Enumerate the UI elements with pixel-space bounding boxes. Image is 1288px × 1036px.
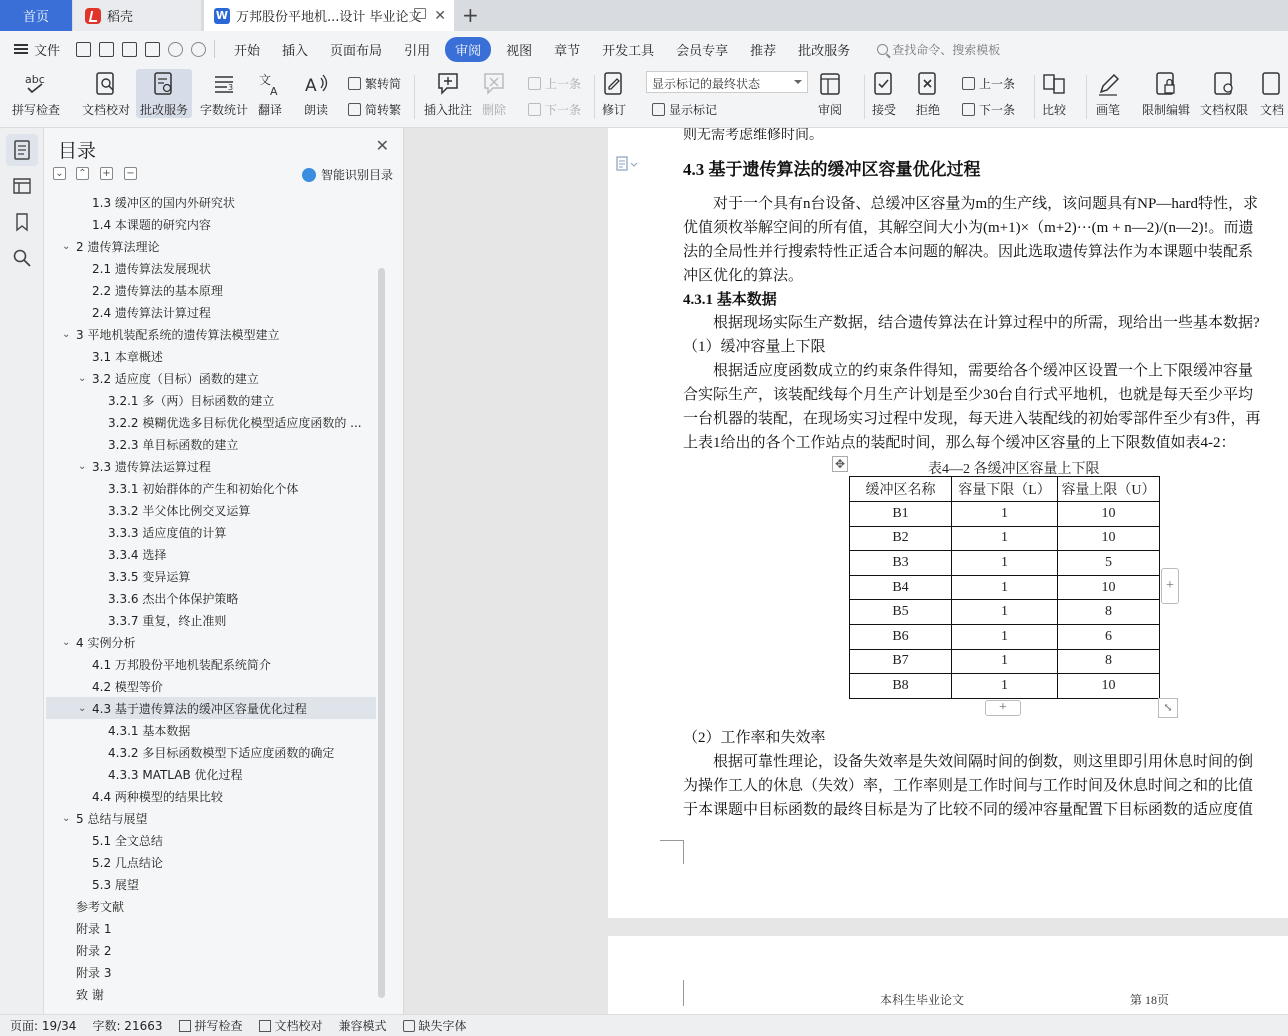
toc-item[interactable] xyxy=(46,873,376,895)
toc-item[interactable] xyxy=(46,345,376,367)
accept-button[interactable]: 接受 xyxy=(872,69,896,118)
document-page[interactable] xyxy=(608,128,1288,918)
toc-item-label: 5.3 展望 xyxy=(92,877,139,892)
missing-font-icon xyxy=(403,1020,415,1032)
toc-item-label: 4 实例分析 xyxy=(76,635,136,650)
compat-mode: 兼容模式 xyxy=(338,1019,387,1033)
doc-line: 为操作工人的休息（失效）率，工作率则是工作时间与工作时间及休息时间之和的比值 xyxy=(683,778,1254,794)
toc-item[interactable] xyxy=(46,323,376,345)
section-heading: 4.3 基于遗传算法的缓冲区容量优化过程 xyxy=(683,160,981,179)
toc-item-label: 3.3.7 重复，终止准则 xyxy=(108,613,227,628)
toc-item[interactable] xyxy=(46,741,376,763)
tab-document-label: 万邦股份平地机...设计 毕业论文 xyxy=(236,10,422,25)
toc-item-label: 附录 1 xyxy=(76,921,112,936)
tab-restore-icon[interactable] xyxy=(414,8,426,19)
word-count-icon xyxy=(212,71,236,97)
doc-line: 一台机器的装配，在现场实习过程中发现，每天进入装配线的初始零部件至少有3件，再 xyxy=(683,411,1261,427)
toc-item[interactable] xyxy=(46,499,376,521)
toc-item[interactable] xyxy=(46,279,376,301)
tab-document[interactable] xyxy=(204,0,454,31)
table-cell[interactable]: 10 xyxy=(1058,526,1160,551)
toc-item-label: 3.3.3 适应度值的计算 xyxy=(108,525,227,540)
toc-item[interactable] xyxy=(46,719,376,741)
toc-expand-chevron-icon[interactable]: ⌄ xyxy=(78,460,87,472)
table-cell[interactable]: 8 xyxy=(1058,600,1160,625)
daoke-logo-icon xyxy=(85,8,101,24)
table-header-cell: 缓冲区名称 xyxy=(850,477,952,502)
toc-item-label: 附录 2 xyxy=(76,943,112,958)
table-header-row xyxy=(850,477,1160,502)
toc-item-label: 2.4 遗传算法计算过程 xyxy=(92,305,211,320)
table-row xyxy=(850,575,1160,600)
doc-line: 对于一个具有n台设备、总缓冲区容量为m的生产线，该问题具有NP—hard特性，求 xyxy=(683,196,1258,212)
toc-item[interactable] xyxy=(46,433,376,455)
toc-item[interactable] xyxy=(46,191,376,213)
add-column-icon[interactable]: + xyxy=(1161,568,1179,604)
toc-item-label: 5.1 全文总结 xyxy=(92,833,163,848)
toc-item-label: 4.2 模型等价 xyxy=(92,679,163,694)
toc-expand-chevron-icon[interactable]: ⌄ xyxy=(62,636,71,648)
spell-check-button[interactable]: abc 拼写检查 xyxy=(12,73,61,117)
toc-scrollbar[interactable] xyxy=(378,268,385,998)
delete-comment-button[interactable]: 删除 xyxy=(482,69,506,118)
next-comment-icon xyxy=(528,103,541,116)
table-row xyxy=(850,600,1160,625)
menu-recommend[interactable]: 推荐 xyxy=(750,43,777,59)
page-indicator[interactable]: 页面: 19/34 xyxy=(10,1019,77,1033)
ribbon-divider xyxy=(414,75,415,119)
insert-comment-icon xyxy=(436,71,460,97)
svg-text:A: A xyxy=(305,76,317,96)
delete-comment-icon xyxy=(482,71,506,97)
doc-line: 合实际生产，该装配线每个月生产计划是至少30台自行式平地机，也就是每天至少平均 xyxy=(683,387,1254,403)
toc-item-label: 3.2.2 模糊优选多目标优化模型适应度函数的 ... xyxy=(108,415,362,430)
svg-text:文: 文 xyxy=(259,73,272,87)
toc-item-label: 4.1 万邦股份平地机装配系统简介 xyxy=(92,657,271,672)
toc-item-label: 1.4 本课题的研究内容 xyxy=(92,217,211,232)
prev-comment-icon xyxy=(528,77,541,90)
toc-item[interactable] xyxy=(46,609,376,631)
table-resize-icon[interactable]: ⤡ xyxy=(1158,698,1178,718)
add-heading-icon[interactable]: + xyxy=(100,167,113,180)
buffer-capacity-table xyxy=(849,476,1160,699)
doc-line: 则无需考虑维修时间。 xyxy=(683,128,823,143)
tab-daoke[interactable] xyxy=(73,0,201,31)
page-footer-title: 本科生毕业论文 xyxy=(880,993,965,1007)
ribbon-divider xyxy=(864,75,865,119)
toc-item-label: 附录 3 xyxy=(76,965,112,980)
table-cell[interactable]: 1 xyxy=(952,649,1058,674)
toc-item-label: 3.3.1 初始群体的产生和初始化个体 xyxy=(108,481,299,496)
table-cell[interactable]: 8 xyxy=(1058,649,1160,674)
toc-item-label: 3.3 遗传算法运算过程 xyxy=(92,459,211,474)
toc-item[interactable] xyxy=(46,543,376,565)
toc-item-label: 2.1 遗传算法发展现状 xyxy=(92,261,211,276)
print-preview-icon[interactable] xyxy=(145,42,160,57)
toc-item[interactable] xyxy=(46,961,376,983)
quick-access-toolbar xyxy=(76,42,206,57)
next-comment-button[interactable]: 下一条 xyxy=(528,101,581,118)
prev-comment-button[interactable]: 上一条 xyxy=(528,75,581,92)
toc-item-label: 4.3.1 基本数据 xyxy=(108,723,191,738)
toc-item-label: 3.1 本章概述 xyxy=(92,349,163,364)
toc-item[interactable] xyxy=(46,411,376,433)
menu-insert[interactable]: 插入 xyxy=(282,43,309,59)
table-row xyxy=(850,502,1160,527)
table-cell[interactable]: B8 xyxy=(850,674,952,699)
doc-line: 根据现场实际生产数据，结合遗传算法在计算过程中的所需，现给出一些基本数据? xyxy=(683,315,1260,331)
subsection-heading: 4.3.1 基本数据 xyxy=(683,292,777,308)
toc-item-label: 3.3.2 半父体比例交叉运算 xyxy=(108,503,251,518)
ribbon-divider xyxy=(594,75,595,119)
toc-item[interactable] xyxy=(46,455,376,477)
tab-close-icon[interactable]: ✕ xyxy=(434,8,446,24)
translate-button[interactable]: 文 A 翻译 xyxy=(258,73,283,117)
review-ribbon xyxy=(0,67,1288,128)
writer-logo-icon: W xyxy=(215,9,229,22)
save-icon[interactable] xyxy=(76,42,91,57)
toc-item-label: 5.2 几点结论 xyxy=(92,855,163,870)
toc-item-label: 4.3.3 MATLAB 优化过程 xyxy=(108,767,243,782)
doc-more-icon xyxy=(1260,71,1284,97)
table-cell[interactable]: B1 xyxy=(850,502,952,527)
table-cell[interactable]: B5 xyxy=(850,600,952,625)
table-cell[interactable]: 10 xyxy=(1058,575,1160,600)
tab-home[interactable] xyxy=(0,0,72,31)
search-icon xyxy=(877,44,888,55)
doc-line: （2）工作率和失效率 xyxy=(683,730,826,746)
page-margin-corner xyxy=(660,840,684,864)
toc-expand-chevron-icon[interactable]: ⌄ xyxy=(78,702,87,714)
restrict-edit-button[interactable]: 限制编辑 xyxy=(1142,69,1190,118)
menu-start[interactable]: 开始 xyxy=(234,43,261,59)
tab-home-label: 首页 xyxy=(22,10,49,25)
redo-icon[interactable] xyxy=(191,42,206,57)
toc-item-label: 参考文献 xyxy=(76,899,125,914)
toc-item[interactable] xyxy=(46,895,376,917)
ribbon-divider xyxy=(1086,75,1087,119)
toc-item[interactable] xyxy=(46,389,376,411)
command-search-placeholder: 查找命令、搜索模板 xyxy=(892,42,1001,57)
toc-item-label: 3.3.6 杰出个体保护策略 xyxy=(108,591,239,606)
toc-item-label: 1.3 缓冲区的国内外研究状 xyxy=(92,195,235,210)
svg-text:abc: abc xyxy=(25,73,45,86)
doc-line: 于本课题中目标函数的最终目标是为了比较不同的缓冲容量配置下目标函数的适应度值 xyxy=(683,802,1254,818)
hamburger-icon xyxy=(14,44,28,54)
toc-item-label: 3.3.4 选择 xyxy=(108,547,167,562)
toc-item-label: 4.4 两种模型的结果比较 xyxy=(92,789,223,804)
revise-icon xyxy=(602,71,626,97)
review-pane-icon xyxy=(818,71,842,97)
doc-permission-button[interactable]: 文档权限 xyxy=(1200,69,1248,118)
toc-item[interactable] xyxy=(46,367,376,389)
tab-bar xyxy=(0,0,1288,31)
doc-check-icon xyxy=(94,71,118,97)
doc-proof-status[interactable]: 文档校对 xyxy=(259,1017,323,1034)
toc-item-label: 4.3 基于遗传算法的缓冲区容量优化过程 xyxy=(92,701,307,716)
expand-all-icon[interactable]: ⌃ xyxy=(76,167,89,180)
page-number: 第 18页 xyxy=(1130,993,1170,1007)
table-cell[interactable]: 10 xyxy=(1058,674,1160,699)
undo-icon[interactable] xyxy=(168,42,183,57)
table-header-cell: 容量上限（U） xyxy=(1058,477,1160,502)
menu-bar xyxy=(0,31,1288,67)
toc-item[interactable] xyxy=(46,785,376,807)
toc-item-label: 3.2.1 多（两）目标函数的建立 xyxy=(108,393,275,408)
chapter-nav-icon[interactable] xyxy=(12,176,32,196)
close-icon[interactable]: ✕ xyxy=(375,136,389,155)
menu-member[interactable]: 会员专享 xyxy=(676,43,729,59)
table-cell[interactable]: B6 xyxy=(850,624,952,649)
toc-item[interactable] xyxy=(46,807,376,829)
toc-item[interactable] xyxy=(46,477,376,499)
toc-item-label: 致 谢 xyxy=(76,987,104,1002)
menu-section[interactable]: 章节 xyxy=(554,43,581,59)
menu-references[interactable]: 引用 xyxy=(404,43,431,59)
read-aloud-icon xyxy=(304,71,328,97)
table-caption: 表4—2 各缓冲区容量上下限 xyxy=(928,462,1100,477)
prev-revision-icon xyxy=(962,77,975,90)
collapse-all-icon[interactable]: ⌄ xyxy=(53,167,66,180)
ribbon-divider xyxy=(1034,75,1035,119)
missing-font-button[interactable]: 缺失字体 xyxy=(403,1017,467,1034)
toc-item[interactable] xyxy=(46,213,376,235)
toc-item[interactable] xyxy=(46,631,376,653)
menu-view[interactable]: 视图 xyxy=(506,43,533,59)
page-margin-corner xyxy=(683,980,684,1006)
toc-item[interactable] xyxy=(46,565,376,587)
tab-daoke-label: 稻壳 xyxy=(107,10,134,25)
prev-revision-button[interactable]: 上一条 xyxy=(962,75,1015,92)
toc-panel xyxy=(44,128,404,1014)
table-cell[interactable]: 1 xyxy=(952,624,1058,649)
doc-line: 根据适应度函数成立的约束条件得知，需要给各个缓冲区设置一个上下限缓冲容量 xyxy=(683,363,1254,379)
export-pdf-icon[interactable] xyxy=(99,42,114,57)
doc-proof-icon xyxy=(259,1020,271,1032)
compare-icon xyxy=(1042,71,1066,97)
table-cell[interactable]: 1 xyxy=(952,600,1058,625)
document-area[interactable] xyxy=(404,128,1288,1014)
show-markup-button[interactable]: 显示标记 xyxy=(652,101,717,118)
doc-line: 优值须枚举解空间的所有值，其解空间大小为(m+1)×（m+2)···(m + n—2)/(n—2)!。而遗 xyxy=(683,220,1254,236)
toc-item-label: 3.3.5 变异运算 xyxy=(108,569,191,584)
reject-button[interactable]: 拒绝 xyxy=(916,69,940,118)
doc-line: 冲区优化的算法。 xyxy=(683,268,804,284)
read-aloud-button[interactable]: A 朗读 xyxy=(304,69,328,118)
table-cell[interactable]: B3 xyxy=(850,551,952,576)
doc-permission-icon xyxy=(1212,71,1236,97)
word-count-button[interactable]: 3 字数统计 xyxy=(200,69,248,118)
toc-title: 目录 xyxy=(58,140,97,162)
pen-button[interactable]: 画笔 xyxy=(1096,69,1120,118)
toc-item-label: 3 平地机装配系统的遗传算法模型建立 xyxy=(76,327,280,342)
new-tab-icon[interactable]: + xyxy=(462,3,479,27)
next-revision-icon xyxy=(962,103,975,116)
correction-service-icon xyxy=(152,71,176,97)
toc-expand-chevron-icon[interactable]: ⌄ xyxy=(78,372,87,384)
menu-divider xyxy=(214,40,215,58)
svg-text:3: 3 xyxy=(228,83,234,92)
doc-check-button[interactable]: 文档校对 xyxy=(82,69,130,118)
spell-check-toggle[interactable]: 拼写检查 xyxy=(179,1017,243,1034)
smart-toc-button[interactable]: 智能识别目录 xyxy=(302,166,393,183)
trad-to-simp-button[interactable]: 繁转简 xyxy=(348,75,401,92)
word-count[interactable]: 字数: 21663 xyxy=(92,1019,163,1033)
status-bar xyxy=(0,1014,1288,1036)
paragraph-handle-icon[interactable] xyxy=(616,156,638,172)
table-row xyxy=(850,526,1160,551)
spell-check-icon xyxy=(24,71,48,97)
svg-text:A: A xyxy=(270,85,278,97)
file-menu-button[interactable] xyxy=(14,40,60,59)
document-page[interactable] xyxy=(608,936,1288,1014)
menu-developer[interactable]: 开发工具 xyxy=(602,43,655,59)
review-pane-button[interactable]: 审阅 xyxy=(818,69,842,118)
add-row-icon[interactable]: + xyxy=(985,700,1021,716)
remove-heading-icon[interactable]: − xyxy=(124,167,137,180)
doc-line: （1）缓冲容量上下限 xyxy=(683,339,826,355)
doc-line: 上表1给出的各个工作站点的装配时间，那么每个缓冲区容量的上下限数值如表4-2： xyxy=(683,435,1236,451)
table-cell[interactable]: 1 xyxy=(952,674,1058,699)
table-cell[interactable]: 1 xyxy=(952,502,1058,527)
toc-item[interactable] xyxy=(46,851,376,873)
revise-button[interactable]: 修订 xyxy=(602,69,626,118)
menu-correction-service[interactable]: 批改服务 xyxy=(798,43,851,59)
command-search[interactable] xyxy=(877,41,1000,58)
restrict-edit-icon xyxy=(1154,71,1178,97)
correction-service-button[interactable]: 批改服务 xyxy=(136,69,192,118)
menu-page-layout[interactable]: 页面布局 xyxy=(330,43,383,59)
toc-item[interactable] xyxy=(46,653,376,675)
toc-list xyxy=(44,191,379,1011)
toc-item-label: 3.2.3 单目标函数的建立 xyxy=(108,437,239,452)
toc-item[interactable] xyxy=(46,917,376,939)
file-menu-label: 文件 xyxy=(34,43,61,59)
doc-more-button[interactable]: 文档 xyxy=(1260,69,1284,118)
show-markup-icon xyxy=(652,103,665,116)
table-cell[interactable]: 10 xyxy=(1058,502,1160,527)
toc-item[interactable] xyxy=(46,697,376,719)
simp-to-trad-button[interactable]: 简转繁 xyxy=(348,101,401,118)
print-icon[interactable] xyxy=(122,42,137,57)
markup-state-select[interactable]: 显示标记的最终状态 xyxy=(646,71,808,93)
navigation-rail xyxy=(0,128,44,1014)
table-row xyxy=(850,624,1160,649)
toc-expand-chevron-icon[interactable]: ⌄ xyxy=(62,240,71,252)
toc-item[interactable] xyxy=(46,939,376,961)
table-cell[interactable]: 1 xyxy=(952,526,1058,551)
table-cell[interactable]: 6 xyxy=(1058,624,1160,649)
spell-check-status-icon xyxy=(179,1020,191,1032)
insert-comment-button[interactable]: 插入批注 xyxy=(424,69,472,118)
toc-item[interactable] xyxy=(46,763,376,785)
next-revision-button[interactable]: 下一条 xyxy=(962,101,1015,118)
find-icon[interactable] xyxy=(12,248,32,268)
doc-line: 法的全局性并行搜索特性正适合本问题的解决。因此选取遗传算法作为本课题中装配系 xyxy=(683,244,1254,260)
toc-item[interactable] xyxy=(46,675,376,697)
toc-item[interactable] xyxy=(46,235,376,257)
simp-to-trad-icon xyxy=(348,103,361,116)
toc-item[interactable] xyxy=(46,521,376,543)
table-cell[interactable]: B4 xyxy=(850,575,952,600)
table-row xyxy=(850,551,1160,576)
toc-item-label: 2 遗传算法理论 xyxy=(76,239,160,254)
toc-expand-chevron-icon[interactable]: ⌄ xyxy=(62,812,71,824)
bookmark-icon[interactable] xyxy=(12,212,32,232)
table-cell[interactable]: B2 xyxy=(850,526,952,551)
toc-item[interactable] xyxy=(46,983,376,1005)
pen-icon xyxy=(1096,71,1120,97)
doc-line: 根据可靠性理论，设备失效率是失效间隔时间的倒数，则这里即引用休息时间的倒 xyxy=(683,754,1254,770)
table-row xyxy=(850,674,1160,699)
toc-item-label: 5 总结与展望 xyxy=(76,811,148,826)
toc-item[interactable] xyxy=(46,829,376,851)
toc-item[interactable] xyxy=(46,257,376,279)
table-move-icon[interactable]: ✥ xyxy=(832,456,848,472)
table-row xyxy=(850,649,1160,674)
compare-button[interactable]: 比较 xyxy=(1042,69,1066,118)
table-cell[interactable]: B7 xyxy=(850,649,952,674)
table-cell[interactable]: 1 xyxy=(952,551,1058,576)
table-cell[interactable]: 5 xyxy=(1058,551,1160,576)
table-header-cell: 容量下限（L） xyxy=(952,477,1058,502)
toc-item-label: 3.2 适应度（目标）函数的建立 xyxy=(92,371,259,386)
menu-review[interactable]: 审阅 xyxy=(445,37,491,62)
accept-icon xyxy=(872,71,896,97)
toc-item-label: 2.2 遗传算法的基本原理 xyxy=(92,283,223,298)
toc-item[interactable] xyxy=(46,301,376,323)
smart-toc-icon xyxy=(302,168,316,182)
toc-item[interactable] xyxy=(46,587,376,609)
trad-to-simp-icon xyxy=(348,77,361,90)
reject-icon xyxy=(916,71,940,97)
table-cell[interactable]: 1 xyxy=(952,575,1058,600)
toc-item-label: 4.3.2 多目标函数模型下适应度函数的确定 xyxy=(108,745,335,760)
toc-expand-chevron-icon[interactable]: ⌄ xyxy=(62,328,71,340)
translate-icon xyxy=(258,71,282,97)
toc-panel-icon[interactable] xyxy=(6,134,38,166)
